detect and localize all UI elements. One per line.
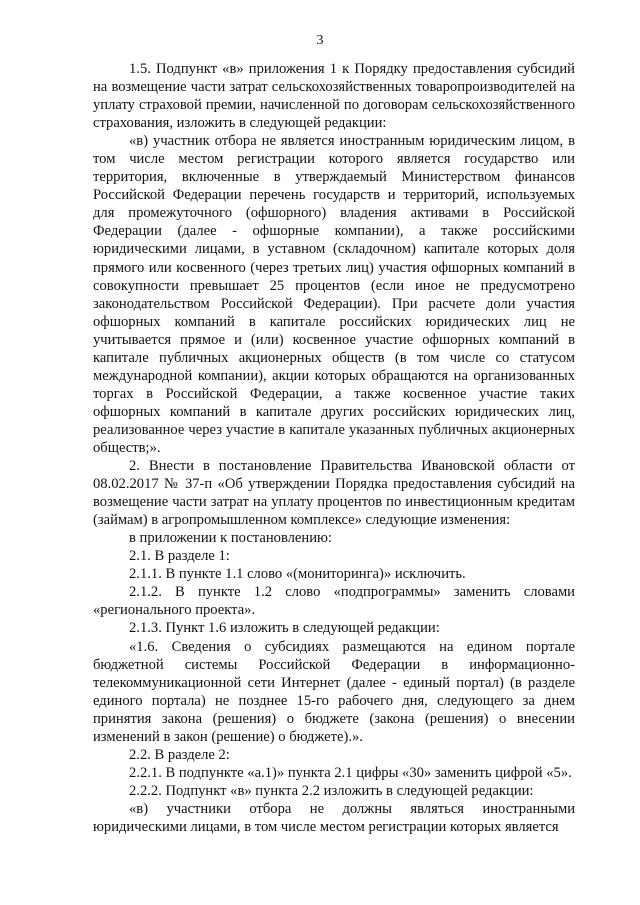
paragraph-2-1-1: 2.1.1. В пункте 1.1 слово «(мониторинга)» исключить. [129,566,466,583]
page-number: 3 [316,33,324,48]
document-body [93,60,575,836]
paragraph-2-1-3: 2.1.3. Пункт 1.6 изложить в следующей редакции: [129,620,440,637]
paragraph-annex-intro: в приложении к постановлению: [129,530,332,547]
paragraph-2-1: 2.1. В разделе 1: [129,548,230,565]
paragraph-2-2-1: 2.2.1. В подпункте «а.1)» пункта 2.1 цифры «30» заменить цифрой «5». [129,764,572,781]
paragraph-1-6-text: «1.6. Сведения о субсидиях размещаются на едином портале бюджетной системы Российской Федерации в информационно-телекоммуникационной сети Интернет (далее - единый портал) (в разделе единого портала) не позднее 15-го рабочего дня, следующего за днем принятия закона (решения) о бюджете (закона (решения) о внесении изменений в закон (решение) о бюджете).». [93,638,575,745]
paragraph-subpoint-v-new-text: «в) участники отбора не должны являться иностранными юридическими лицами, в том числе местом регистрации которых является [93,800,575,835]
paragraph-1-5: 1.5. Подпункт «в» приложения 1 к Порядку предоставления субсидий на возмещение части затрат сельскохозяйственных товаропроизводителей на уплату страховой премии, начисленной по договорам сельскохозяйственного страхования, изложить в следующей редакции: [93,61,575,132]
paragraph-2-1-2: 2.1.2. В пункте 1.2 слово «подпрограммы» заменить словами «регионального проекта». [93,584,575,619]
paragraph-subpoint-v-text: «в) участник отбора не является иностранным юридическим лицом, в том числе местом регистрации которого является государство или территория, включенные в утверждаемый Министерством финансов Российской Федерации перечень государств и территорий, используемых для промежуточного (офшорного) владения активами в Российской Федерации (далее - офшорные компании), а также российскими юридическими лицами, в уставном (складочном) капитале которых доля прямого или косвенного (через третьих лиц) участия офшорных компаний в совокупности превышает 25 процентов (если иное не предусмотрено законодательством Российской Федерации). При расчете доли участия офшорных компаний в капитале российских юридических лиц не учитывается прямое и (или) косвенное участие офшорных компаний в капитале публичных акционерных обществ (в том числе со статусом международной компании), акции которых обращаются на организованных торгах в Российской Федерации, а также косвенное участие таких офшорных компаний в капитале других российских юридических лиц, реализованное через участие в капитале указанных публичных акционерных обществ;». [93,133,575,456]
paragraph-2-2: 2.2. В разделе 2: [129,746,230,763]
paragraph-2-2-2: 2.2.2. Подпункт «в» пункта 2.2 изложить в следующей редакции: [129,782,534,799]
paragraph-2: 2. Внести в постановление Правительства Ивановской области от 08.02.2017 № 37-п «Об утверждении Порядка предоставления субсидий на возмещение части затрат на уплату процентов по инвестиционным кредитам (займам) в агропромышленном комплексе» следующие изменения: [93,458,575,529]
